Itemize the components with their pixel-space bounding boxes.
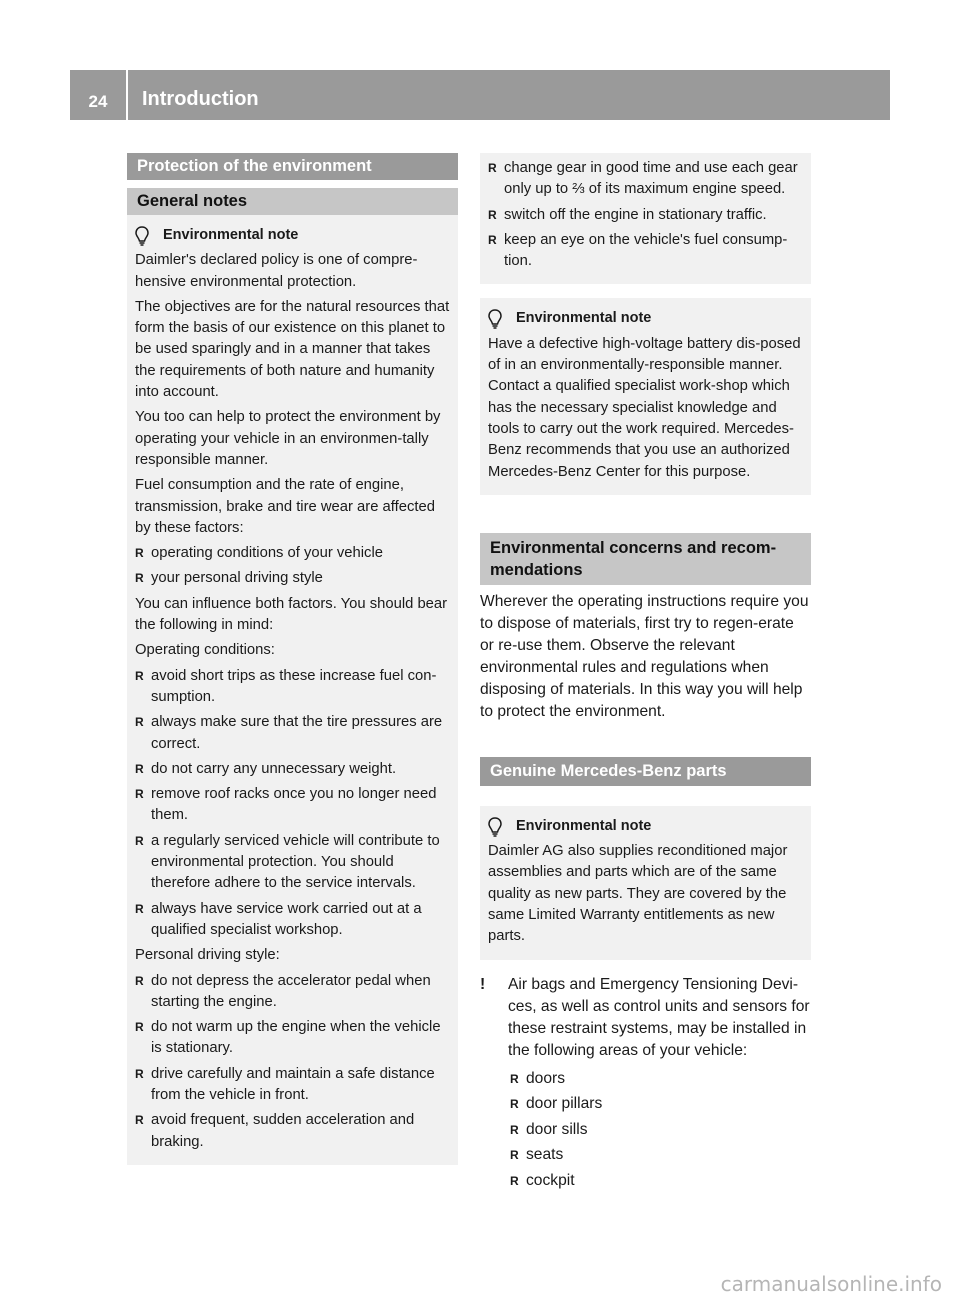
list-item: R seats — [510, 1144, 811, 1166]
lightbulb-icon — [488, 309, 502, 329]
battery-note-box — [480, 298, 811, 494]
warning-block — [480, 974, 811, 1192]
lightbulb-icon — [135, 226, 149, 246]
environmental-note-box — [127, 215, 458, 1165]
list-item: R your personal driving style — [135, 568, 450, 589]
list-item: R avoid frequent, sudden acceleration and braking. — [135, 1110, 450, 1153]
list-item: R do not warm up the engine when the vehicle is stationary. — [135, 1017, 450, 1060]
note-title: Environmental note — [163, 227, 299, 243]
concerns-text-block — [480, 591, 811, 723]
warning-icon: ! — [480, 975, 486, 993]
areas-list — [510, 1068, 811, 1192]
driving-style-label: Personal driving style: — [135, 947, 280, 964]
paragraph: Fuel consumption and the rate of engine, transmission, brake and tire wear are affected by these factors: — [135, 477, 435, 536]
paragraph: Daimler's declared policy is one of compre-hensive environmental protection. — [135, 252, 418, 290]
page-header — [70, 70, 890, 120]
list-item: R remove roof racks once you no longer need them. — [135, 784, 450, 827]
list-item: R door pillars — [510, 1093, 811, 1115]
paragraph: Wherever the operating instructions require you to dispose of materials, first try to regen-erate or re-use them. Observe the relevant environmental rules and regulations when disposing of materials. In this way you will help to protect the environment. — [480, 592, 809, 720]
paragraph: You too can help to protect the environment by operating your vehicle in an environmen-tally responsible manner. — [135, 409, 441, 468]
warning-text: Air bags and Emergency Tensioning Devi-ces, as well as control units and sensors for these restraint systems, may be installed in the following areas of your vehicle: — [508, 975, 810, 1059]
list-item: R cockpit — [510, 1170, 811, 1192]
continued-note-box — [480, 153, 811, 284]
paragraph: Have a defective high-voltage battery dis-posed of in an environmentally-responsible manner. Contact a qualified specialist work-shop which has the necessary specialist knowledge and tools to carry out the work required. Mercedes-Benz recommends that you use an authorized Mercedes-Benz Center for this purpose. — [488, 335, 801, 480]
right-column — [480, 153, 811, 1196]
paragraph: You can influence both factors. You should bear the following in mind: — [135, 595, 448, 634]
list-item: R doors — [510, 1068, 811, 1090]
section-title-genuine-parts: Genuine Mercedes-Benz parts — [480, 757, 811, 786]
list-item: R avoid short trips as these increase fuel con-sumption. — [135, 666, 450, 709]
list-item: R do not depress the accelerator pedal when starting the engine. — [135, 971, 450, 1014]
note-heading — [488, 816, 803, 837]
note-title: Environmental note — [516, 310, 652, 327]
chapter-title: Introduction — [142, 88, 259, 110]
list-item: R change gear in good time and use each gear only up to ⅔ of its maximum engine speed. — [488, 158, 803, 201]
left-column — [127, 153, 458, 1165]
list-item: R always have service work carried out at a qualified specialist workshop. — [135, 899, 450, 942]
page-number: 24 — [88, 92, 108, 111]
note-title: Environmental note — [516, 817, 652, 834]
driving-style-list — [135, 971, 450, 1153]
watermark-text: carmanualsonline.info — [720, 1272, 942, 1296]
lightbulb-icon — [488, 817, 502, 837]
note-heading — [488, 308, 803, 329]
subsection-title-general-notes: General notes — [127, 188, 458, 215]
list-item: R always make sure that the tire pressures are correct. — [135, 712, 450, 755]
section-title-concerns: Environmental concerns and recom-mendations — [480, 533, 811, 585]
list-item: R do not carry any unnecessary weight. — [135, 759, 450, 780]
note-heading — [135, 225, 450, 246]
parts-note-box — [480, 806, 811, 960]
list-item: R door sills — [510, 1119, 811, 1141]
factors-list — [135, 543, 450, 590]
list-item: R keep an eye on the vehicle's fuel consump-tion. — [488, 230, 803, 273]
section-title-environment: Protection of the environment — [127, 153, 458, 180]
continued-list — [488, 158, 803, 272]
paragraph: Daimler AG also supplies reconditioned major assemblies and parts which are of the same quality as new parts. They are covered by the same Limited Warranty entitlements as new parts. — [488, 843, 788, 945]
list-item: R a regularly serviced vehicle will contribute to environmental protection. You should therefore adhere to the service intervals. — [135, 831, 450, 895]
header-separator — [126, 70, 128, 120]
operating-conditions-label: Operating conditions: — [135, 642, 275, 659]
operating-conditions-list — [135, 666, 450, 942]
paragraph: The objectives are for the natural resources that form the basis of our existence on this planet to be used sparingly and in a manner that takes the requirements of both nature and humanity into account. — [135, 298, 450, 401]
list-item: R operating conditions of your vehicle — [135, 543, 450, 564]
list-item: R switch off the engine in stationary traffic. — [488, 205, 803, 226]
list-item: R drive carefully and maintain a safe distance from the vehicle in front. — [135, 1064, 450, 1107]
